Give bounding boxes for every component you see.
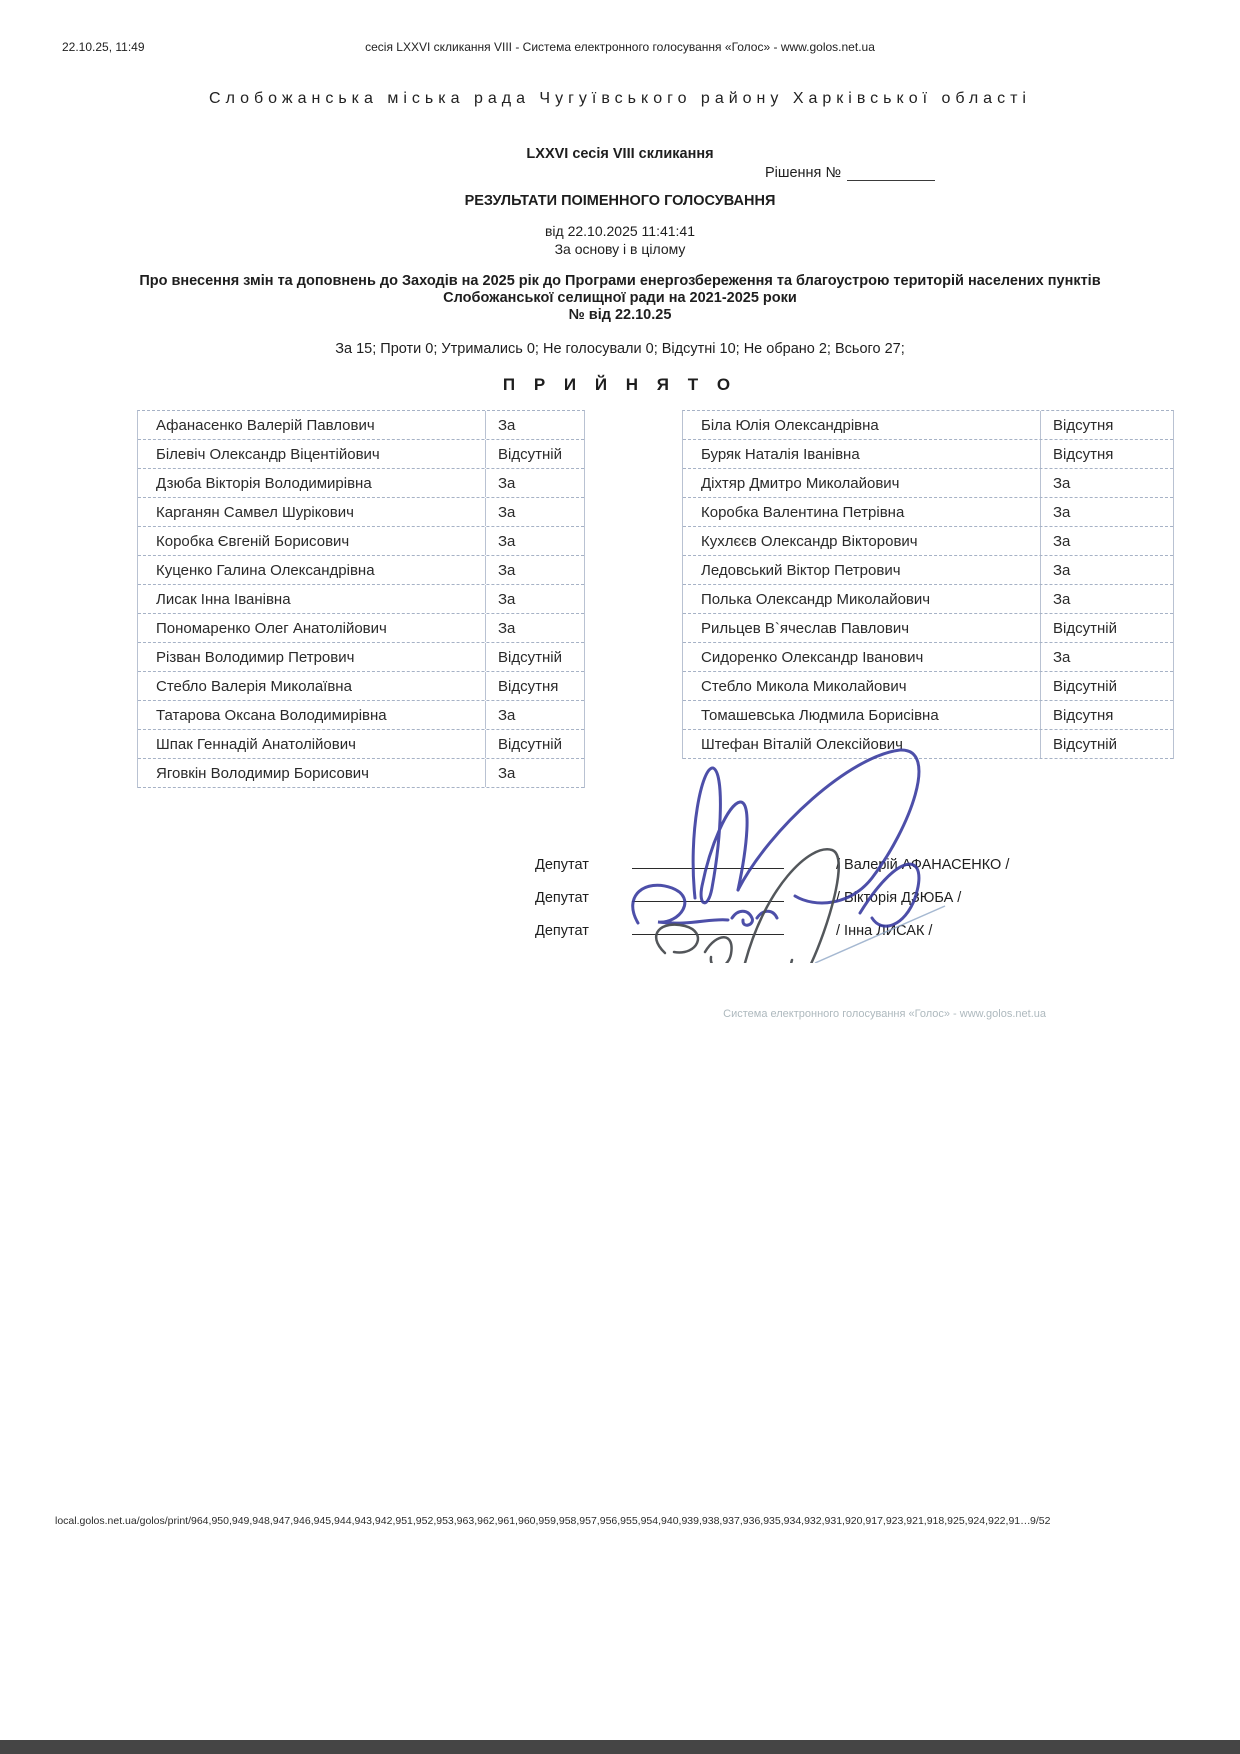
table-row [683, 556, 1173, 585]
session-line: LXXVI сесія VIII скликання [526, 146, 714, 162]
results-title: РЕЗУЛЬТАТИ ПОІМЕННОГО ГОЛОСУВАННЯ [464, 193, 776, 209]
vote-value-cell: За [1053, 532, 1071, 550]
table-row [138, 585, 584, 614]
vote-value-cell: Відсутня [498, 677, 559, 695]
deputy-name-cell: Різван Володимир Петрович [138, 643, 486, 671]
vote-value-cell: За [498, 503, 516, 521]
vote-value-cell: За [498, 590, 516, 608]
deputy-name-cell: Татарова Оксана Володимирівна [138, 701, 486, 729]
signature-row [0, 906, 1240, 939]
print-header [0, 40, 1240, 56]
deputy-name-cell: Яговкін Володимир Борисович [138, 759, 486, 787]
decision-number-line [765, 165, 935, 181]
table-row [683, 672, 1173, 701]
table-row [138, 701, 584, 730]
vote-value-cell: Відсутній [498, 735, 562, 753]
deputy-name-cell: Стебло Микола Миколайович [683, 672, 1041, 700]
footer-page-number: 9/52 [1030, 1515, 1051, 1527]
deputy-name-cell: Штефан Віталій Олексійович [683, 730, 1041, 758]
signature-role-label: Депутат [535, 857, 589, 873]
signature-role-label: Депутат [535, 923, 589, 939]
vote-value-cell: Відсутня [1053, 445, 1114, 463]
vote-value-cell: За [498, 706, 516, 724]
deputy-name-cell: Буряк Наталія Іванівна [683, 440, 1041, 468]
decision-number-label: Рішення № [764, 165, 841, 181]
vote-value-cell: За [1053, 474, 1071, 492]
deputy-name-cell: Ледовський Віктор Петрович [683, 556, 1041, 584]
vote-datetime: від 22.10.2025 11:41:41 [544, 223, 696, 239]
table-row [138, 411, 584, 440]
vote-value-cell: Відсутній [1053, 619, 1117, 637]
vote-value-cell: За [498, 416, 516, 434]
table-row [138, 440, 584, 469]
table-row [138, 498, 584, 527]
vote-value-cell: За [498, 532, 516, 550]
vote-value-cell: Відсутня [1053, 416, 1114, 434]
vote-value-cell: За [1053, 648, 1071, 666]
deputy-name-cell: Біла Юлія Олександрівна [683, 411, 1041, 439]
vote-value-cell: Відсутній [498, 445, 562, 463]
signature-role-label: Депутат [535, 890, 589, 906]
signature-row [0, 840, 1240, 873]
table-row [138, 759, 584, 788]
table-row [138, 643, 584, 672]
deputy-name-cell: Кухлєєв Олександр Вікторович [683, 527, 1041, 555]
deputy-name-cell: Коробка Євгеній Борисович [138, 527, 486, 555]
deputy-name-cell: Сидоренко Олександр Іванович [683, 643, 1041, 671]
vote-value-cell: За [1053, 590, 1071, 608]
deputy-name-cell: Коробка Валентина Петрівна [683, 498, 1041, 526]
signature-row [0, 873, 1240, 906]
print-timestamp: 22.10.25, 11:49 [62, 40, 145, 54]
vote-value-cell: За [498, 561, 516, 579]
table-row [683, 527, 1173, 556]
table-row [138, 469, 584, 498]
table-row [138, 672, 584, 701]
table-row [683, 701, 1173, 730]
result-status: П Р И Й Н Я Т О [502, 375, 738, 394]
table-row [138, 614, 584, 643]
signature-line [632, 867, 784, 869]
viewer-bottom-bar [0, 1740, 1240, 1754]
print-doc-title: сесія LXXVI скликання VIII - Система електронного голосування «Голос» - www.golos.net.ua [365, 40, 875, 54]
subject-text: Про внесення змін та доповнень до Заходів на 2025 рік до Програми енергозбереження та благоустрою територій населених пунктів Слобожанської селищної ради на 2021-2025 роки [139, 273, 1101, 306]
vote-value-cell: Відсутня [1053, 706, 1114, 724]
deputy-name-cell: Полька Олександр Миколайович [683, 585, 1041, 613]
table-row [683, 585, 1173, 614]
basis-line: За основу і в цілому [554, 241, 686, 257]
vote-value-cell: За [1053, 503, 1071, 521]
deputy-name-cell: Карганян Самвел Шурікович [138, 498, 486, 526]
vote-table-left [137, 410, 585, 788]
table-row [138, 730, 584, 759]
signature-name: / Вікторія ДЗЮБА / [836, 890, 962, 906]
system-watermark: Система електронного голосування «Голос» - www.golos.net.ua [723, 1008, 1046, 1020]
vote-value-cell: Відсутній [1053, 735, 1117, 753]
decision-number-blank [847, 166, 935, 181]
table-row [138, 527, 584, 556]
vote-value-cell: Відсутній [498, 648, 562, 666]
deputy-name-cell: Стебло Валерія Миколаївна [138, 672, 486, 700]
deputy-name-cell: Шпак Геннадій Анатолійович [138, 730, 486, 758]
table-row [683, 643, 1173, 672]
table-row [683, 614, 1173, 643]
deputy-name-cell: Рильцев В`ячеслав Павлович [683, 614, 1041, 642]
vote-tables [137, 410, 1174, 788]
deputy-name-cell: Куценко Галина Олександрівна [138, 556, 486, 584]
council-title: Слобожанська міська рада Чугуївського району Харківської області [209, 90, 1031, 107]
deputy-name-cell: Лисак Інна Іванівна [138, 585, 486, 613]
deputy-name-cell: Пономаренко Олег Анатолійович [138, 614, 486, 642]
deputy-name-cell: Дзюба Вікторія Володимирівна [138, 469, 486, 497]
table-row [683, 730, 1173, 759]
table-row [683, 469, 1173, 498]
footer-url: local.golos.net.ua/golos/print/964,950,949,948,947,946,945,944,943,942,951,952,953,963,962,961,960,959,958,957,956,955,954,940,939,938,937,936,935,934,932,931,920,917,923,921,918,925,924,922,91… [55, 1515, 1031, 1527]
table-row [683, 498, 1173, 527]
signatures-block [0, 840, 1240, 939]
deputy-name-cell: Афанасенко Валерій Павлович [138, 411, 486, 439]
signature-line [632, 900, 784, 902]
vote-value-cell: За [498, 474, 516, 492]
signature-name: / Інна ЛИСАК / [836, 923, 933, 939]
vote-table-right [682, 410, 1174, 759]
deputy-name-cell: Білевіч Олександр Віцентійович [138, 440, 486, 468]
subject-number-line: № від 22.10.25 [568, 307, 672, 323]
signature-name: / Валерій АФАНАСЕНКО / [836, 857, 1010, 873]
table-row [138, 556, 584, 585]
deputy-name-cell: Діхтяр Дмитро Миколайович [683, 469, 1041, 497]
vote-value-cell: Відсутній [1053, 677, 1117, 695]
vote-value-cell: За [498, 764, 516, 782]
table-row [683, 411, 1173, 440]
subject-block [120, 273, 1120, 324]
table-row [683, 440, 1173, 469]
vote-value-cell: За [498, 619, 516, 637]
vote-value-cell: За [1053, 561, 1071, 579]
deputy-name-cell: Томашевська Людмила Борисівна [683, 701, 1041, 729]
vote-summary: За 15; Проти 0; Утримались 0; Не голосували 0; Відсутні 10; Не обрано 2; Всього 27; [335, 341, 905, 357]
signature-line [632, 933, 784, 935]
